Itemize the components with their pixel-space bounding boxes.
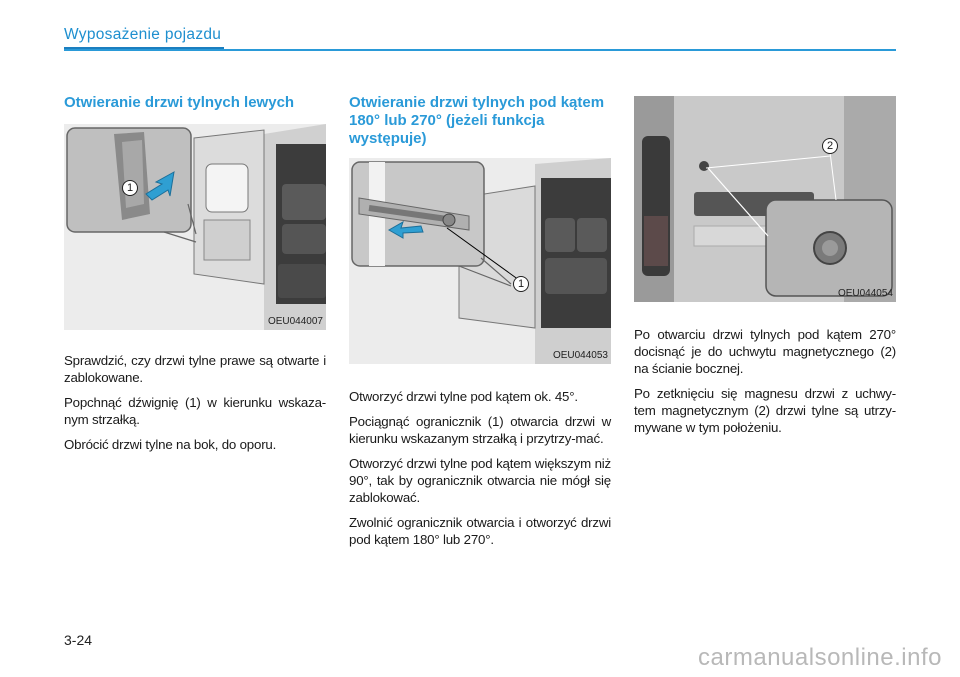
- paragraph: Otworzyć drzwi tylne pod kątem ok. 45°.: [349, 389, 578, 404]
- paragraph: Obrócić drzwi tylne na bok, do oporu.: [64, 437, 277, 452]
- paragraph: Zwolnić ogranicznik otwarcia i otworzyć drzwi pod kątem 180° lub 270°.: [349, 515, 611, 547]
- paragraph: Popchnąć dźwignię (1) w kierunku wskaza-nym strzałką.: [64, 395, 326, 427]
- figure-code: OEU044007: [267, 316, 323, 327]
- figure-code: OEU044054: [837, 288, 893, 299]
- middle-body-text: [349, 388, 611, 556]
- page-number: 3-24: [64, 632, 93, 648]
- left-door-illustration: [64, 124, 326, 330]
- figure-magnetic-holder: [634, 96, 896, 302]
- figure-left-door-lever: [64, 124, 326, 330]
- section-title: Wyposażenie pojazdu: [64, 26, 222, 43]
- paragraph: Po otwarciu drzwi tylnych pod kątem 270° docisnąć je do uchwytu magnetycznego (2) na ścianie bocznej.: [634, 327, 896, 376]
- middle-heading: Otwieranie drzwi tylnych pod kątem 180° lub 270° (jeżeli funkcja występuje): [349, 94, 605, 147]
- callout-1: 1: [122, 180, 138, 196]
- header-rule: [64, 49, 896, 51]
- left-body-text: [64, 352, 326, 461]
- watermark: carmanualsonline.info: [698, 644, 942, 671]
- right-body-text: [634, 326, 896, 444]
- left-heading: Otwieranie drzwi tylnych lewych: [64, 94, 295, 111]
- paragraph: Po zetknięciu się magnesu drzwi z uchwy-tem magnetycznym (2) drzwi tylne są utrzy-mywane w tym położeniu.: [634, 386, 896, 435]
- figure-door-stopper: [349, 158, 611, 364]
- paragraph: Otworzyć drzwi tylne pod kątem większym niż 90°, tak by ogranicznik otwarcia nie mógł się zablokować.: [349, 456, 611, 505]
- callout-2: 2: [822, 138, 838, 154]
- paragraph: Sprawdzić, czy drzwi tylne prawe są otwarte i zablokowane.: [64, 353, 326, 385]
- callout-1: 1: [513, 276, 529, 292]
- paragraph: Pociągnąć ogranicznik (1) otwarcia drzwi w kierunku wskazanym strzałką i przytrzy-mać.: [349, 414, 611, 446]
- door-stopper-illustration: [349, 158, 611, 364]
- figure-code: OEU044053: [552, 350, 608, 361]
- magnetic-holder-illustration: [634, 96, 896, 302]
